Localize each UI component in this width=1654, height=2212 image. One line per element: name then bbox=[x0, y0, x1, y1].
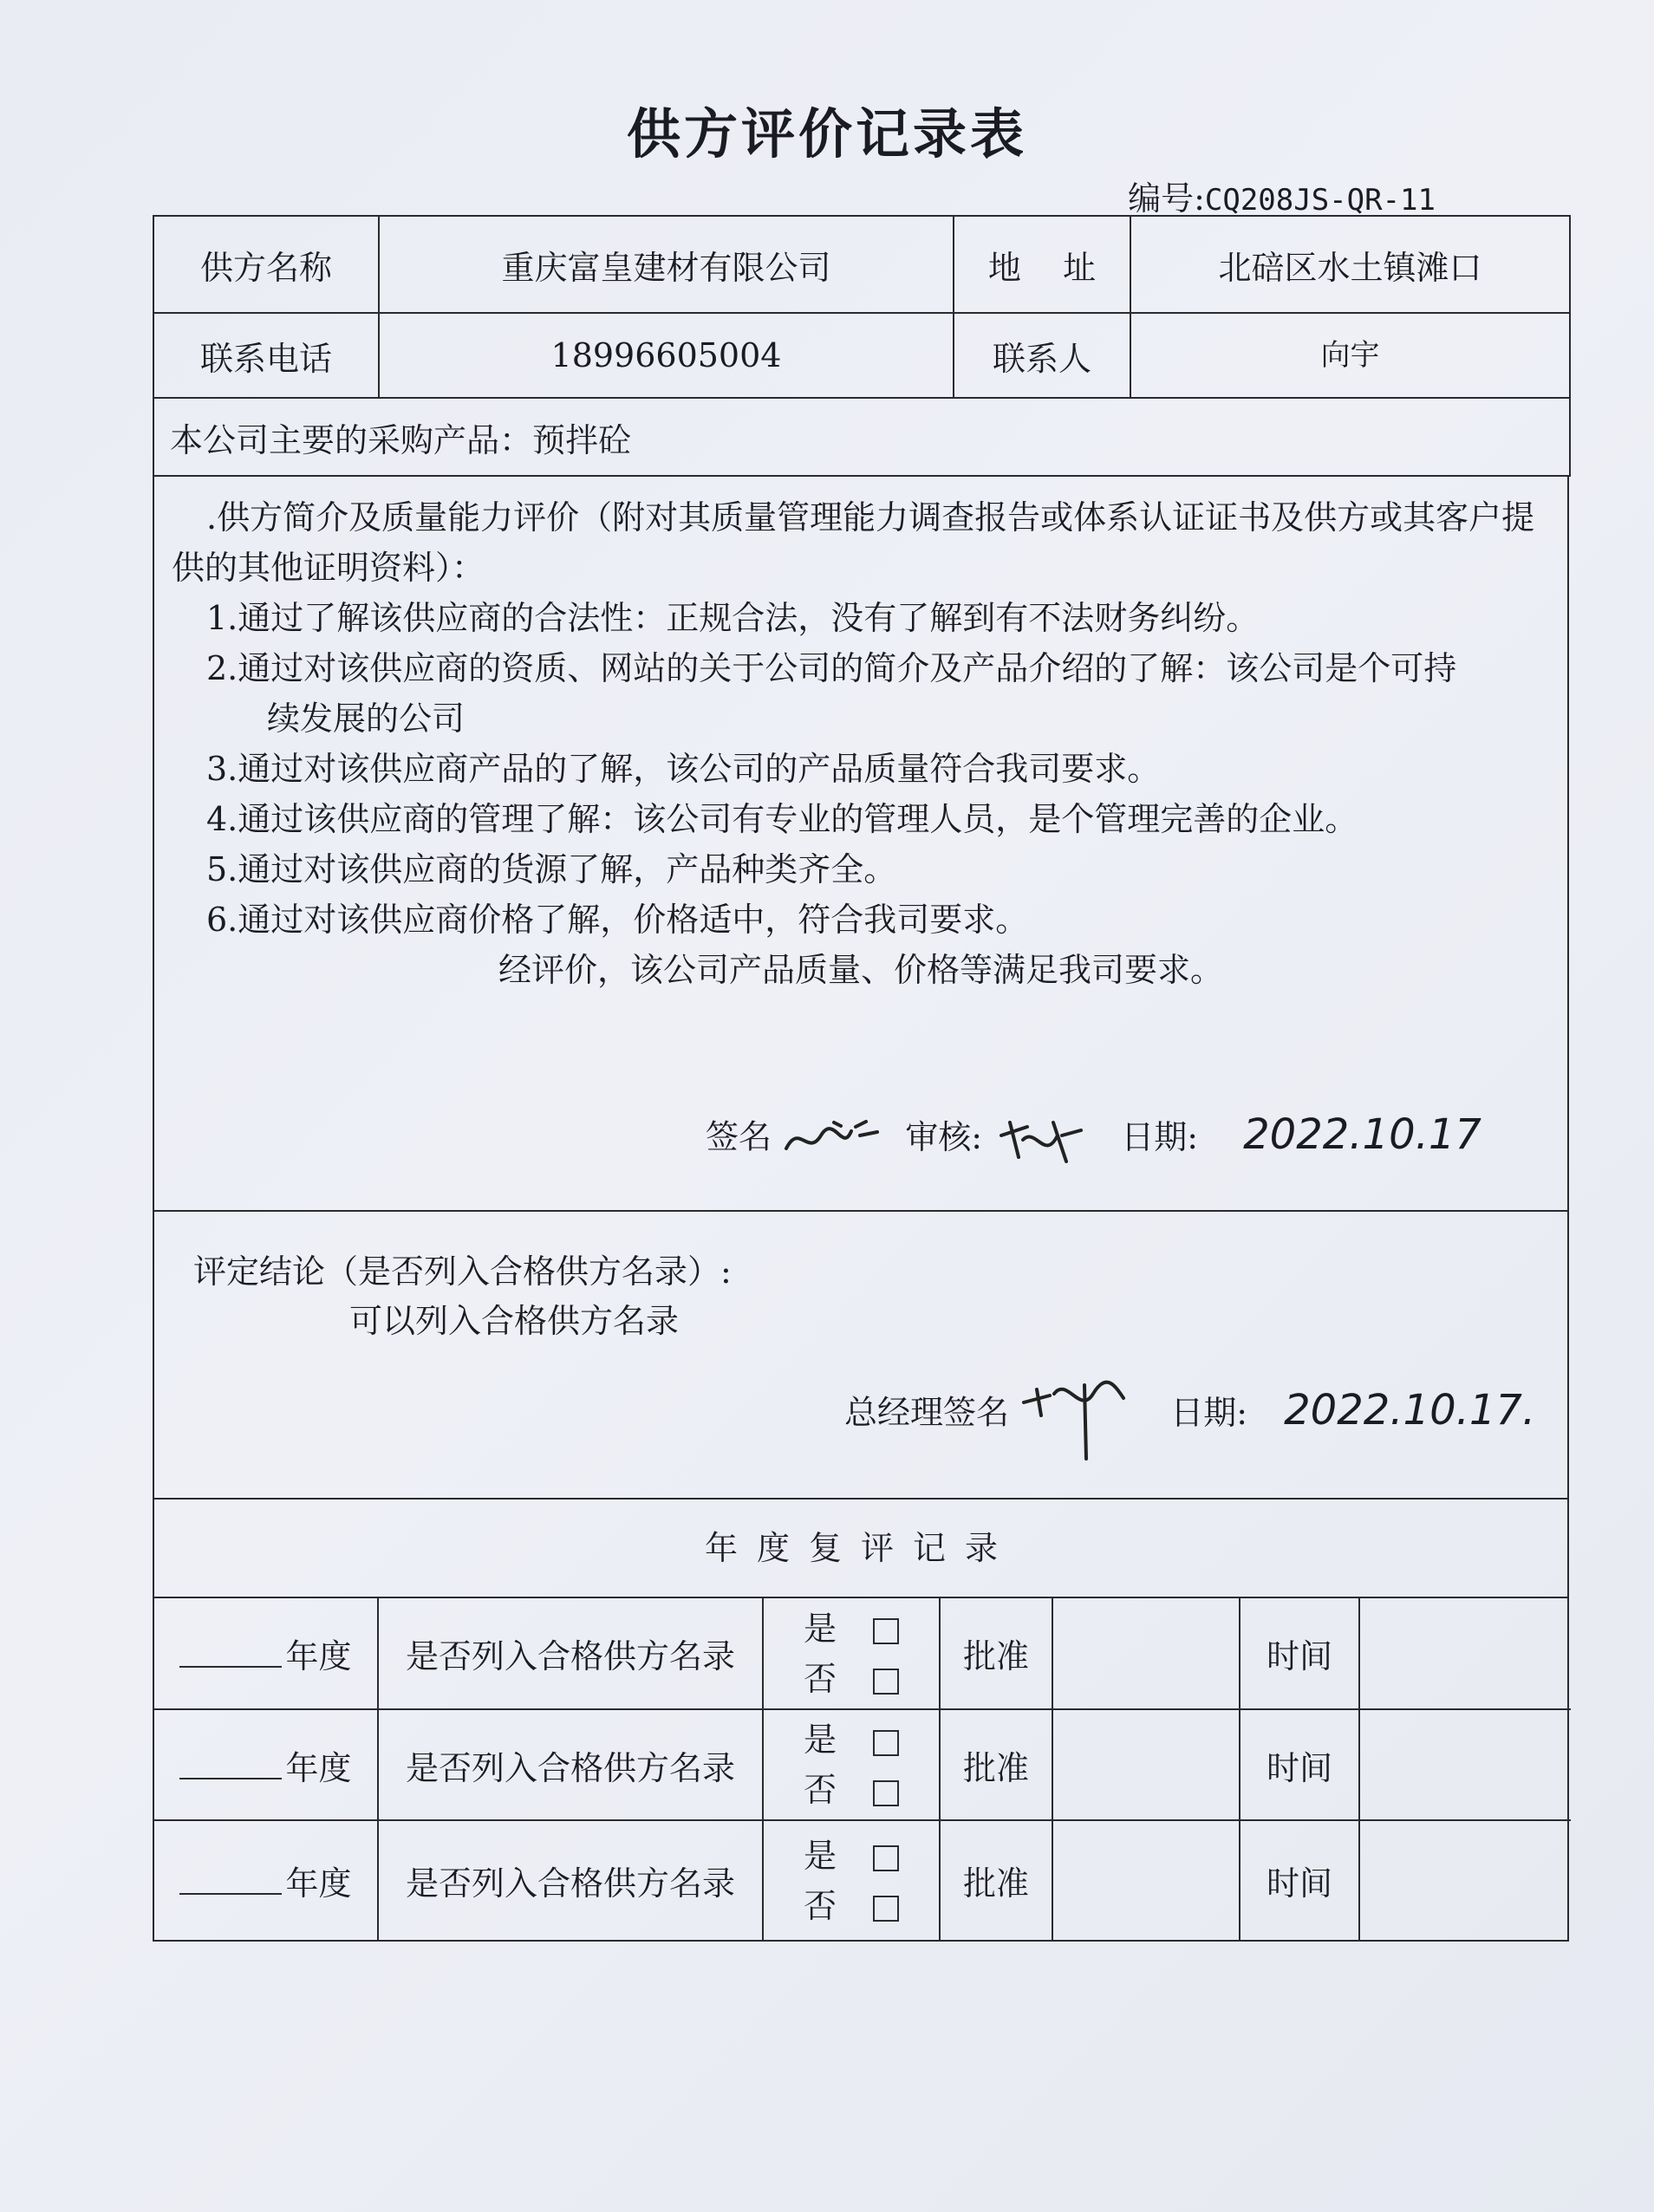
document-number-value: CQ208JS-QR-11 bbox=[1204, 183, 1436, 218]
annual-review-table bbox=[154, 1598, 1571, 1940]
year-blank[interactable] bbox=[179, 1640, 282, 1668]
document-number-label: 编号: bbox=[1128, 179, 1205, 218]
year-blank[interactable] bbox=[179, 1867, 282, 1895]
annual-review-row bbox=[154, 1598, 1571, 1709]
yes-checkbox[interactable] bbox=[873, 1845, 899, 1871]
yes-label: 是 bbox=[803, 1721, 837, 1759]
approve-value[interactable] bbox=[1052, 1598, 1240, 1709]
gm-signature-icon bbox=[1019, 1368, 1141, 1463]
supplier-name-label: 供方名称 bbox=[153, 216, 379, 313]
question-cell: 是否列入合格供方名录 bbox=[378, 1820, 763, 1940]
reviewer-signature-icon bbox=[993, 1109, 1088, 1170]
yes-checkbox[interactable] bbox=[873, 1618, 899, 1644]
intro-item-4: 4.通过该供应商的管理了解：该公司有专业的管理人员，是个管理完善的企业。 bbox=[206, 800, 1358, 838]
yes-no-cell bbox=[763, 1709, 940, 1820]
year-cell bbox=[154, 1820, 378, 1940]
intro-heading: .供方简介及质量能力评价（附对其质量管理能力调查报告或体系认证证书及供方或其客户提供的其他证明资料）： bbox=[172, 498, 1535, 587]
yes-no-cell bbox=[763, 1598, 940, 1709]
no-checkbox[interactable] bbox=[873, 1669, 899, 1695]
contact-value: 向宇 bbox=[1130, 313, 1570, 398]
no-label: 否 bbox=[803, 1886, 837, 1925]
annual-review-section bbox=[153, 1500, 1569, 1942]
signature-scribble-icon bbox=[782, 1114, 886, 1166]
year-blank[interactable] bbox=[179, 1752, 282, 1779]
form-sheet bbox=[153, 215, 1569, 1942]
no-label: 否 bbox=[803, 1659, 837, 1698]
intro-item-2: 2.通过对该供应商的资质、网站的关于公司的简介及产品介绍的了解：该公司是个可持 bbox=[206, 649, 1457, 687]
document-number bbox=[1128, 172, 1436, 219]
address-label: 地 址 bbox=[954, 216, 1130, 313]
question-cell: 是否列入合格供方名录 bbox=[378, 1598, 763, 1709]
phone-label: 联系电话 bbox=[153, 313, 379, 398]
yes-label: 是 bbox=[803, 1609, 837, 1648]
annual-review-row bbox=[154, 1709, 1571, 1820]
form-title: 供方评价记录表 bbox=[626, 102, 1027, 166]
year-label: 年度 bbox=[285, 1864, 352, 1903]
approve-label: 批准 bbox=[940, 1709, 1052, 1820]
address-value: 北碚区水土镇滩口 bbox=[1130, 216, 1570, 313]
no-checkbox[interactable] bbox=[873, 1780, 899, 1806]
annual-review-row bbox=[154, 1820, 1571, 1940]
intro-signature-row bbox=[706, 1109, 1481, 1170]
yes-checkbox[interactable] bbox=[873, 1730, 899, 1756]
time-value[interactable] bbox=[1359, 1820, 1571, 1940]
time-value[interactable] bbox=[1359, 1598, 1571, 1709]
gm-sign-label: 总经理签名 bbox=[844, 1393, 1010, 1432]
evaluation-conclusion: 经评价，该公司产品质量、价格等满足我司要求。 bbox=[498, 951, 1223, 989]
supplier-name-value: 重庆富皇建材有限公司 bbox=[379, 216, 954, 313]
review-label: 审核: bbox=[905, 1117, 983, 1156]
evaluation-block bbox=[153, 1212, 1569, 1500]
year-label: 年度 bbox=[285, 1637, 352, 1675]
time-label: 时间 bbox=[1240, 1598, 1359, 1709]
intro-item-3: 3.通过对该供应商产品的了解，该公司的产品质量符合我司要求。 bbox=[206, 750, 1161, 788]
time-value[interactable] bbox=[1359, 1709, 1571, 1820]
year-cell bbox=[154, 1709, 378, 1820]
time-label: 时间 bbox=[1240, 1709, 1359, 1820]
approve-value[interactable] bbox=[1052, 1820, 1240, 1940]
intro-item-6: 6.通过对该供应商价格了解，价格适中，符合我司要求。 bbox=[206, 901, 1029, 939]
gm-date-handwritten: 2022.10.17. bbox=[1284, 1385, 1536, 1435]
time-label: 时间 bbox=[1240, 1820, 1359, 1940]
intro-item-2-cont: 续发展的公司 bbox=[267, 699, 466, 738]
approve-label: 批准 bbox=[940, 1820, 1052, 1940]
evaluation-value: 可以列入合格供方名录 bbox=[349, 1302, 680, 1340]
yes-no-cell bbox=[763, 1820, 940, 1940]
products-row: 本公司主要的采购产品：预拌砼 bbox=[153, 398, 1570, 476]
gm-date-label: 日期: bbox=[1170, 1393, 1248, 1432]
year-cell bbox=[154, 1598, 378, 1709]
approve-label: 批准 bbox=[940, 1598, 1052, 1709]
no-checkbox[interactable] bbox=[873, 1896, 899, 1922]
supplier-info-table bbox=[153, 215, 1571, 477]
date-label: 日期: bbox=[1121, 1117, 1199, 1156]
no-label: 否 bbox=[803, 1771, 837, 1809]
question-cell: 是否列入合格供方名录 bbox=[378, 1709, 763, 1820]
evaluation-title: 评定结论（是否列入合格供方名录）: bbox=[193, 1252, 732, 1291]
supplier-intro-block bbox=[153, 477, 1569, 1212]
yes-label: 是 bbox=[803, 1836, 837, 1875]
gm-signature-row bbox=[844, 1368, 1535, 1463]
contact-label: 联系人 bbox=[954, 313, 1130, 398]
intro-item-5: 5.通过对该供应商的货源了解，产品种类齐全。 bbox=[206, 850, 897, 888]
annual-review-heading: 年度复评记录 bbox=[154, 1500, 1567, 1598]
year-label: 年度 bbox=[285, 1748, 352, 1787]
sign-label: 签名 bbox=[706, 1117, 772, 1156]
approve-value[interactable] bbox=[1052, 1709, 1240, 1820]
intro-item-1: 1.通过了解该供应商的合法性：正规合法，没有了解到有不法财务纠纷。 bbox=[206, 599, 1260, 637]
phone-value: 18996605004 bbox=[379, 313, 954, 398]
date-handwritten: 2022.10.17 bbox=[1243, 1109, 1481, 1159]
